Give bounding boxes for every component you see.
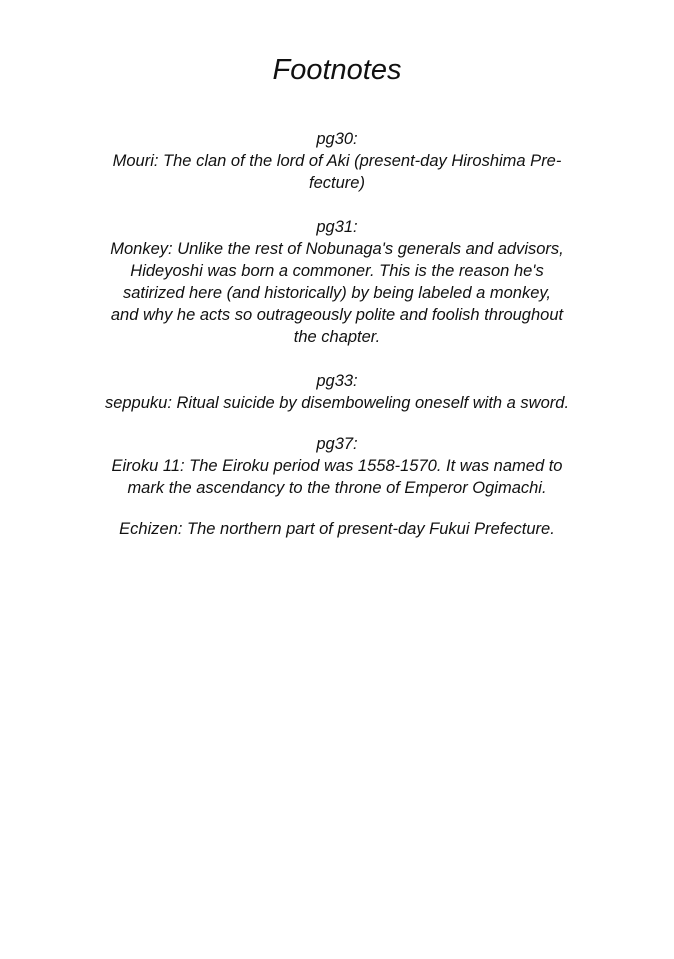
footnote-section-pg33	[0, 370, 674, 414]
footnote-line: seppuku: Ritual suicide by disemboweling oneself with a sword.	[104, 394, 570, 412]
footnote-line: Echizen: The northern part of present-day Fukui Prefecture.	[119, 520, 555, 538]
page-reference: pg37:	[316, 435, 358, 453]
footnote-line: Monkey: Unlike the rest of Nobunaga's generals and advisors,	[110, 240, 564, 258]
page-reference: pg31:	[316, 218, 358, 236]
footnote-section-pg31	[0, 216, 674, 348]
footnote-line: Mouri: The clan of the lord of Aki (present-day Hiroshima Pre-	[112, 152, 562, 170]
footnote-section-pg30	[0, 128, 674, 194]
footnote-line: fecture)	[309, 174, 365, 192]
footnote-line: mark the ascendancy to the throne of Emperor Ogimachi.	[127, 479, 547, 497]
footnotes-list	[0, 128, 674, 540]
page-reference: pg33:	[316, 372, 358, 390]
footnote-line: satirized here (and historically) by being labeled a monkey,	[122, 284, 551, 302]
footnote-section-pg37	[0, 433, 674, 540]
footnote-line: Hideyoshi was born a commoner. This is the reason he's	[130, 262, 544, 280]
footnote-line: the chapter.	[293, 328, 381, 346]
footnote-line: Eiroku 11: The Eiroku period was 1558-1570. It was named to	[111, 457, 563, 475]
page-title: Footnotes	[272, 54, 402, 86]
footnote-line: and why he acts so outrageously polite and foolish throughout	[110, 306, 564, 324]
page-reference: pg30:	[316, 130, 358, 148]
